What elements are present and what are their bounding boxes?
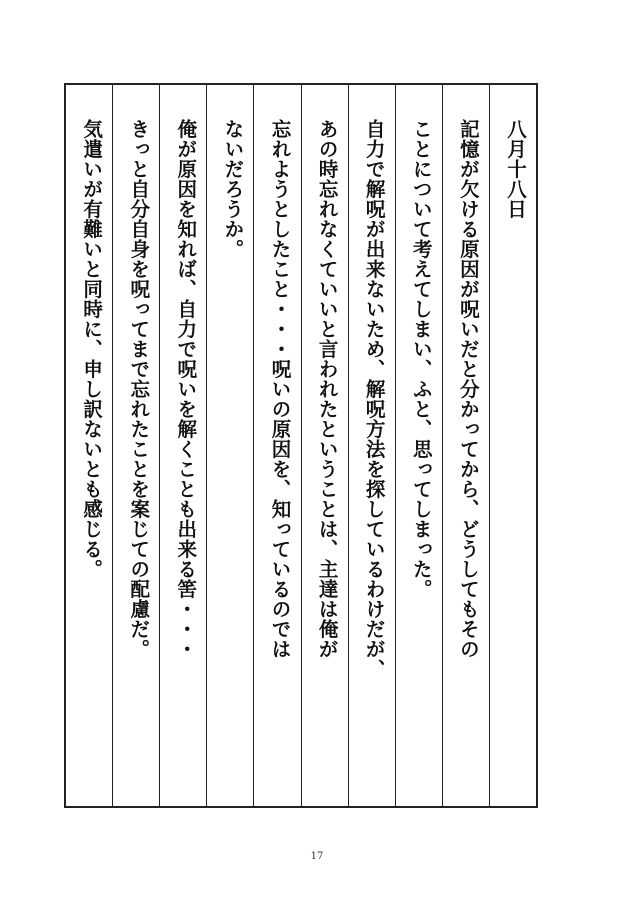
diary-text-line: ことについて考えてしまい、ふと、思ってしまった。: [409, 119, 433, 599]
diary-column-9: [112, 85, 159, 806]
diary-date: 八月十八日: [503, 119, 527, 219]
diary-text-line: 俺が原因を知れば、自力で呪いを解くことも出来る筈・・・: [174, 119, 198, 659]
diary-text-line: 忘れようとしたこと・・・呪いの原因を、知っているのでは: [268, 119, 292, 659]
diary-text-line: あの時忘れなくていいと言われたということは、主達は俺が: [315, 119, 339, 659]
diary-column-8: [159, 85, 206, 806]
diary-text-line: 気遣いが有難いと同時に、申し訳ないとも感じる。: [80, 119, 104, 579]
diary-text-line: ないだろうか。: [221, 119, 245, 259]
diary-column-1: [489, 85, 536, 806]
diary-column-4: [348, 85, 395, 806]
diary-column-10: [66, 85, 112, 806]
diary-text-line: 記憶が欠ける原因が呪いだと分かってから、どうしてもその: [456, 119, 480, 659]
page-number: 17: [310, 851, 324, 862]
diary-text-line: 自力で解呪が出来ないため、解呪方法を探しているわけだが、: [362, 119, 386, 679]
diary-column-7: [206, 85, 253, 806]
diary-column-2: [442, 85, 489, 806]
diary-column-3: [395, 85, 442, 806]
diary-text-line: きっと自分自身を呪ってまで忘れたことを案じての配慮だ。: [127, 119, 151, 659]
diary-column-6: [253, 85, 300, 806]
diary-page-frame: [64, 83, 538, 808]
diary-column-5: [301, 85, 348, 806]
